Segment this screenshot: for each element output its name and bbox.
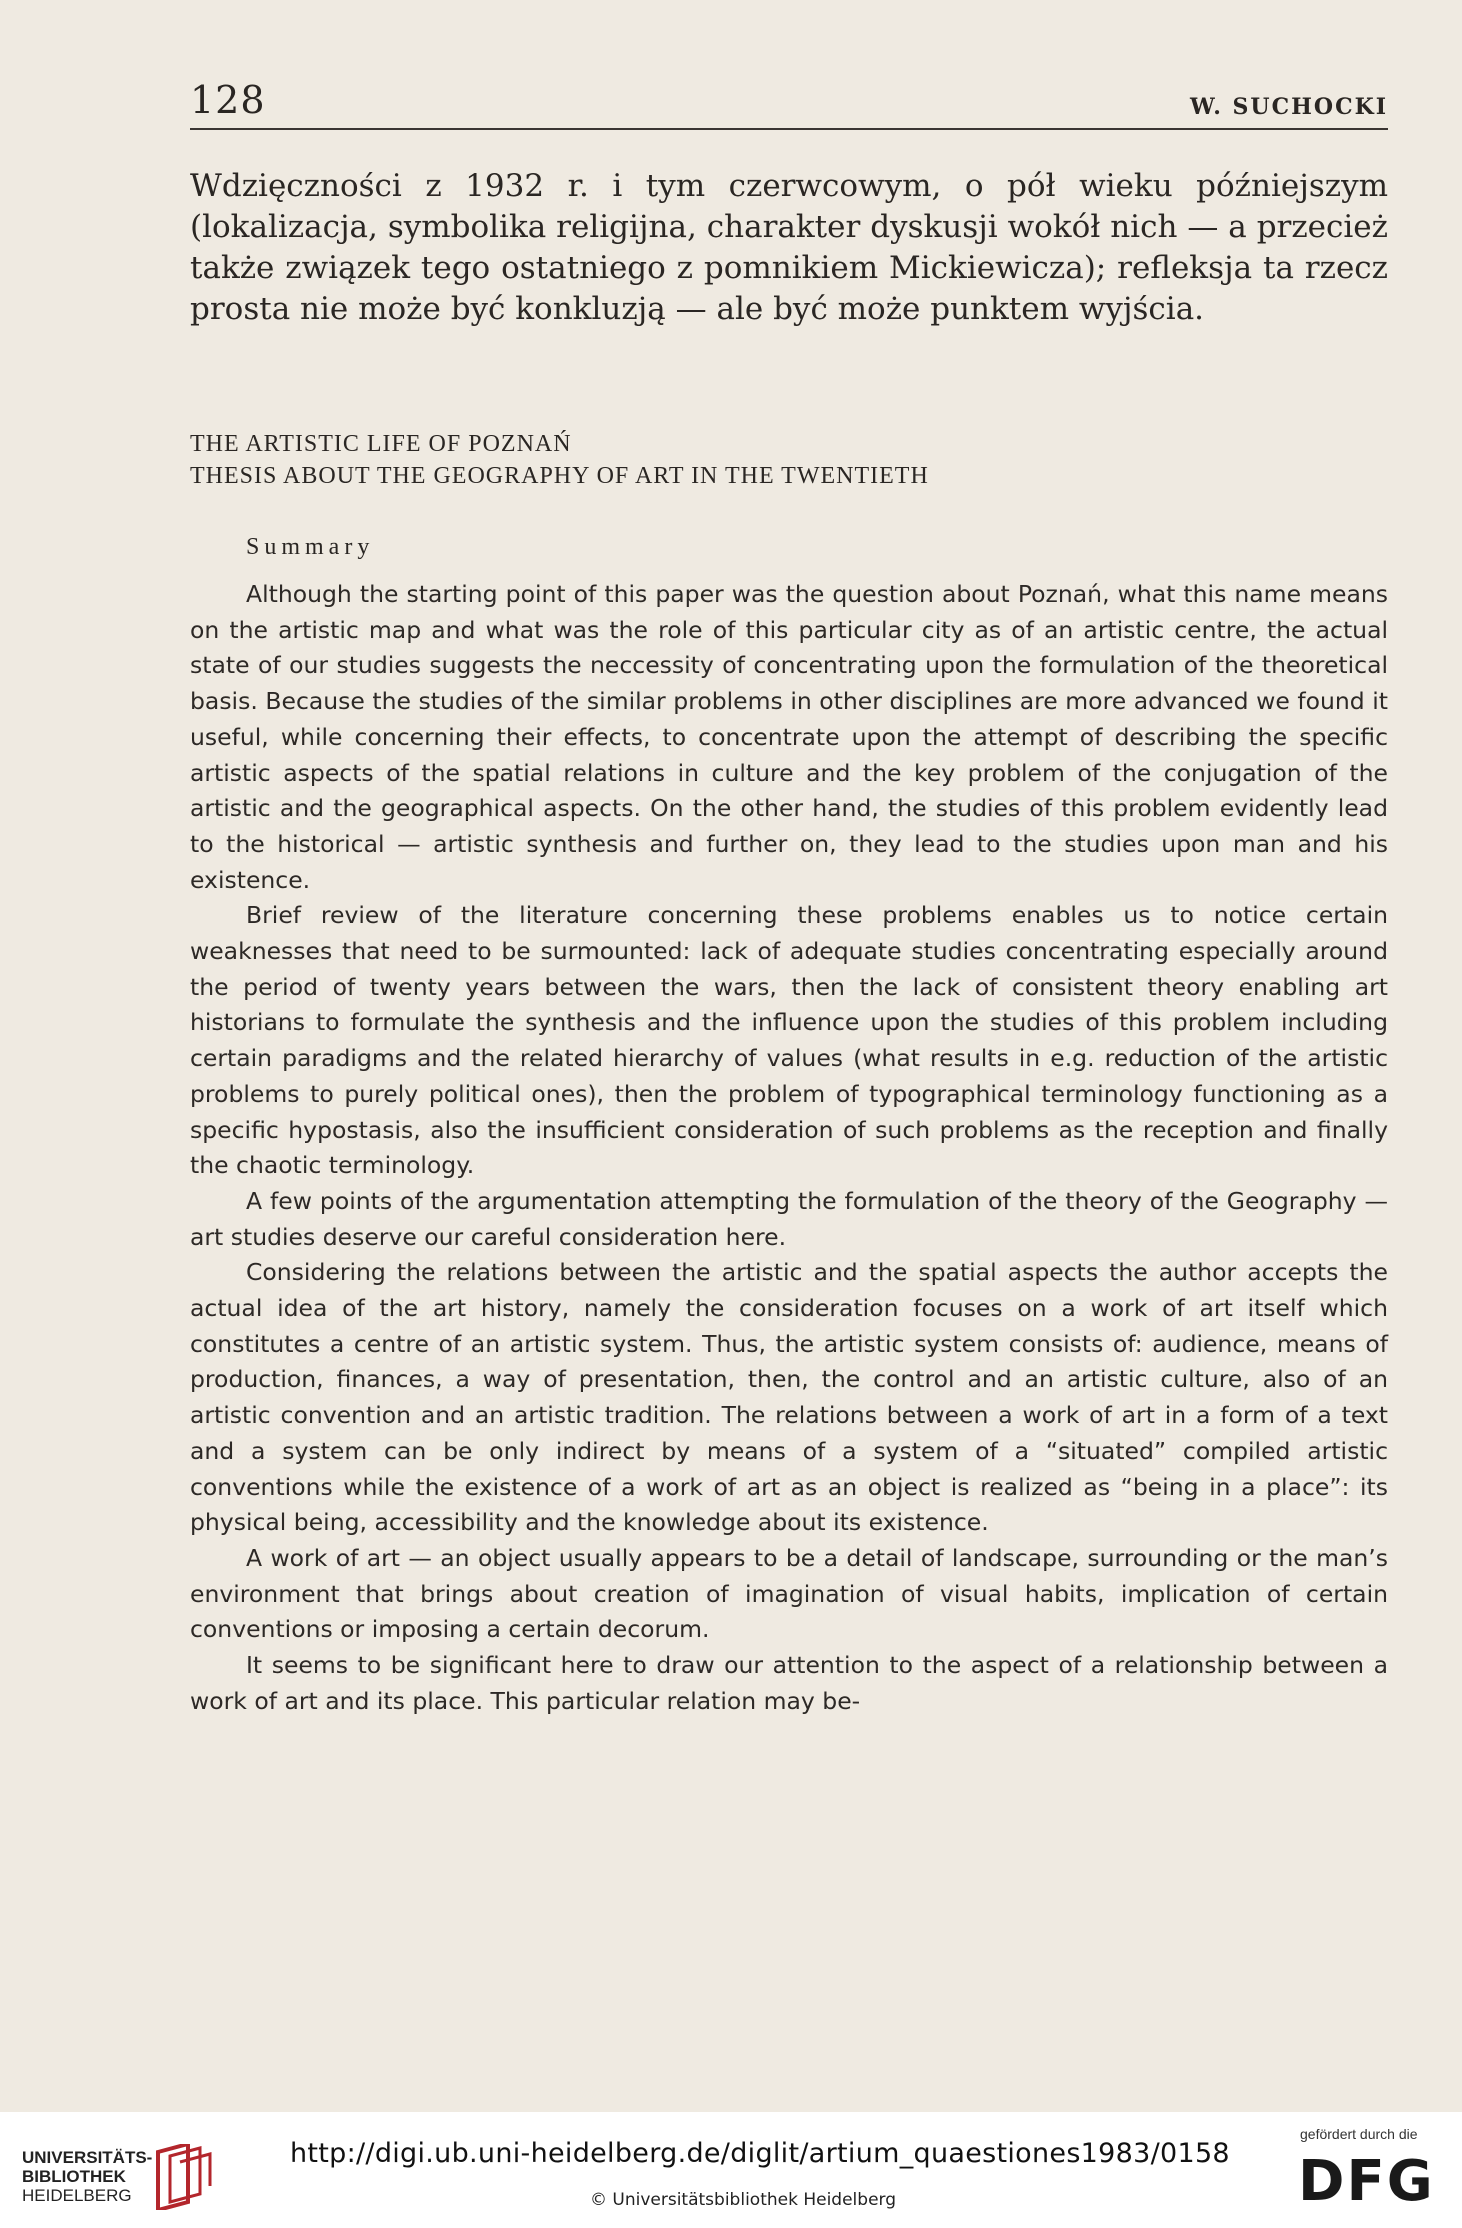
- page-number: 128: [190, 78, 266, 122]
- running-author: W. SUCHOCKI: [1189, 94, 1388, 120]
- summary-paragraph: A few points of the argumentation attempting the formulation of the theory of the Geography — art studies deserve our careful consideration here.: [190, 1186, 1388, 1251]
- permalink-url[interactable]: http://digi.ub.uni-heidelberg.de/diglit/artium_quaestiones1983/0158: [290, 2138, 1230, 2169]
- page-header: [190, 78, 1388, 130]
- intro-paragraph: Wdzięczności z 1932 r. i tym czerwcowym, o pół wieku późniejszym (lokalizacja, symbolika religijna, charakter dyskusji wokół nich — a przecież także związek tego ostatniego z pomnikiem Mickiewicza); refleksja ta rzecz prosta nie może być konkluzją — ale być może punktem wyjścia.: [190, 168, 1388, 327]
- summary-paragraph: Considering the relations between the artistic and the spatial aspects the author accepts the actual idea of the art history, namely the consideration focuses on a work of art itself which constitutes a centre of an artistic system. Thus, the artistic system consists of: audience, means of production, finances, a way of presentation, then, the control and an artistic culture, also of an artistic convention and an artistic tradition. The relations between a work of art in a form of a text and a system can be only indirect by means of a system of a “situated” compiled artistic conventions while the existence of a work of art as an object is realized as “being in a place”: its physical being, accessibility and the knowledge about its existence.: [190, 1258, 1388, 1537]
- summary-text: [190, 577, 1388, 1720]
- library-logo-icon: [152, 2144, 212, 2210]
- article-title: [190, 428, 1388, 492]
- summary-paragraph: A work of art — an object usually appears to be a detail of landscape, surrounding or the man’s environment that brings about creation of imagination of visual habits, implication of certain conventions or imposing a certain decorum.: [190, 1543, 1388, 1644]
- dfg-logo[interactable]: [1296, 2148, 1436, 2208]
- page-body: [190, 166, 1388, 1720]
- title-line-2: THESIS ABOUT THE GEOGRAPHY OF ART IN THE TWENTIETH: [190, 463, 929, 489]
- summary-heading: Summary: [246, 534, 375, 560]
- dfg-logo-text: DFG: [1298, 2149, 1435, 2208]
- library-logo[interactable]: [22, 2148, 222, 2208]
- summary-paragraph: It seems to be significant here to draw our attention to the aspect of a relationship between a work of art and its place. This particular relation may be-: [190, 1651, 1388, 1715]
- summary-paragraph: Although the starting point of this paper was the question about Poznań, what this name means on the artistic map and what was the role of this particular city as of an artistic centre, the actual state of our studies suggests the neccessity of concentrating upon the formulation of the theoretical basis. Because the studies of the similar problems in other disciplines are more advanced we found it useful, while concerning their effects, to concentrate upon the attempt of describing the specific artistic aspects of the spatial relations in culture and the key problem of the conjugation of the artistic and the geographical aspects. On the other hand, the studies of this problem evidently lead to the historical — artistic synthesis and further on, they lead to the studies upon man and his existence.: [190, 580, 1388, 894]
- header-rule: [190, 128, 1388, 130]
- digitization-footer: [0, 2112, 1462, 2228]
- title-line-1: THE ARTISTIC LIFE OF POZNAŃ: [190, 431, 572, 457]
- library-name: UNIVERSITÄTS- BIBLIOTHEK HEIDELBERG: [22, 2148, 153, 2205]
- funding-note: gefördert durch die: [1300, 2126, 1418, 2142]
- summary-paragraph: Brief review of the literature concerning these problems enables us to notice certain weaknesses that need to be surmounted: lack of adequate studies concentrating especially around the period of twenty years between the wars, then the lack of consistent theory enabling art historians to formulate the synthesis and the influence upon the studies of this problem including certain paradigms and the related hierarchy of values (what results in e.g. reduction of the artistic problems to purely political ones), then the problem of typographical terminology functioning as a specific hypostasis, also the insufficient consideration of such problems as the reception and finally the chaotic terminology.: [190, 901, 1388, 1180]
- copyright-notice: © Universitätsbibliothek Heidelberg: [590, 2190, 897, 2210]
